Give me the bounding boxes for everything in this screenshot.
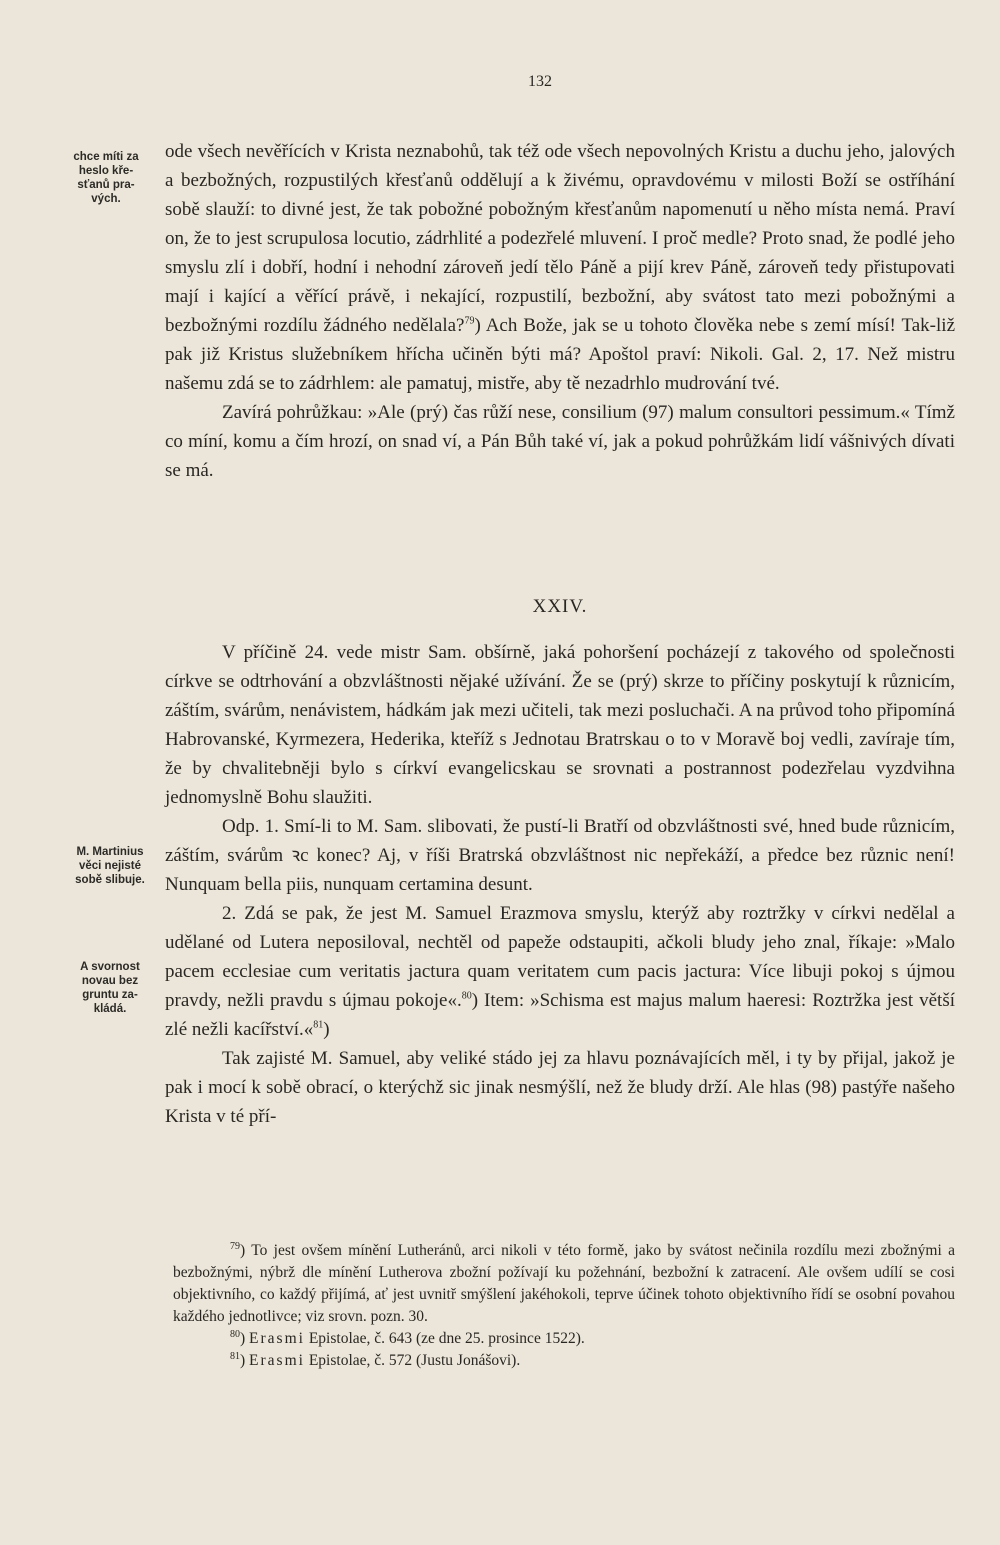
paragraph: Odp. 1. Smí-li to M. Sam. slibovati, že pustí-li Bratří od obzvláštnosti své, hned bude různicím, záštím, svárům ꝛc konec? Aj, v říši Bratrská obzvláštnost nic nepřekáží, a předce bez různic není! Nunquam bella piis, nunquam certamina desunt. xyxy=(165,816,955,895)
footnote-ref: 81 xyxy=(313,1019,324,1031)
paragraph: Zavírá pohrůžkau: »Ale (prý) čas růží nese, consilium (97) malum consultori pessimum.« Tímž co míní, komu a čím hrozí, on snad ví, a Pán Bůh také ví, jak a pokud pohrůžkám lidí vášnivých dívati se má. xyxy=(165,402,955,481)
paragraph xyxy=(165,899,955,1044)
section-heading: XXIV. xyxy=(532,596,588,617)
paragraph-text: ode všech nevěřících v Krista neznabohů, tak též ode všech nepovolných Kristu a duchu jeho, jalových a bezbožných, rozpustilých křesťanů oddělují a k živému, opravdovému v milosti Boží se ostříhání sobě slauží: to divné jest, že tak pobožné pobožným křesťanům napomenutí u něho místa nemá. Praví on, že to jest scrupulosa locutio, zádrhlité a podezřelé mluvení. I proč medle? Proto snad, že podlé jeho smyslu zlí i dobří, hodní i nehodní zároveň jedí tělo Páně a pijí krev Páně, zároveň tedy přistupovati mají i kající a věřící právě, i nekající, rozpustilí, bezbožní, aby svátost tato mezi pobožnými a bezbožnými rozdílu žádného nedělala? xyxy=(165,141,955,336)
paragraph: V příčině 24. vede mistr Sam. obšírně, jaká pohoršení pocházejí z takového od společnosti církve se odtrhování a obzvláštnosti nějaké užívání. Že se (prý) skrze to příčiny poskytují k různicím, záštím, svárům, nenávistem, hádkám jak mezi učiteli, tak mezi posluchači. A na průvod toho připomíná Habrovanské, Kyrmezera, Hederika, kteříž s Jednotau Bratrskau o to v Moravě boj vedli, zavíraje tím, že by chvalitebněji bylo s církví evangelicskau se srovnati a postrannost podezřelau vyzdvihna jednomyslně Bohu slaužiti. xyxy=(165,642,955,808)
footnote-number: 81 xyxy=(230,1350,240,1362)
margin-note-line: chce míti za xyxy=(73,151,139,163)
footnote-number: 80 xyxy=(230,1328,240,1340)
footnote-text: Epistolae, č. 643 (ze dne 25. prosince 1522). xyxy=(304,1330,585,1347)
footnote-80 xyxy=(173,1328,955,1350)
paragraph-text: ) xyxy=(323,1019,330,1040)
footnote-text: Epistolae, č. 572 (Justu Jonášovi). xyxy=(304,1352,521,1369)
margin-note-line: A svornost xyxy=(80,961,140,973)
body-text-upper xyxy=(165,137,955,485)
paragraph-text: 2. Zdá se pak, že jest M. Samuel Erazmova smyslu, kterýž aby roztržky v církvi nedělal a udělané od Lutera neposiloval, nechtěl od papeže odstaupiti, ačkoli bludy jeho znal, říkaje: »Malo pacem ecclesiae cum veritatis jactura quam veritatem cum pacis jactura: Více libuji pokoj s újmou pravdy, nežli pravdu s újmau pokoje«. xyxy=(165,903,955,1011)
margin-note-1 xyxy=(58,150,154,206)
footnote-ref: 79 xyxy=(464,315,475,327)
footnote-81 xyxy=(173,1350,955,1372)
margin-note-line: novau bez xyxy=(81,975,139,987)
margin-note-line: vých. xyxy=(91,193,121,205)
footnote-paren: ) xyxy=(240,1330,250,1347)
page-number: 132 xyxy=(528,73,552,90)
footnote-paren: ) xyxy=(240,1352,250,1369)
margin-note-line: heslo kře- xyxy=(78,165,134,177)
footnote-author: Erasmi xyxy=(249,1330,305,1347)
margin-note-line: sťanů pra- xyxy=(77,179,135,191)
margin-note-line: kládá. xyxy=(93,1003,127,1015)
margin-note-3 xyxy=(64,960,156,1016)
paragraph xyxy=(165,137,955,398)
body-text-lower xyxy=(165,638,955,1131)
margin-note-line: M. Martinius xyxy=(76,846,144,858)
footnote-author: Erasmi xyxy=(249,1352,305,1369)
margin-note-line: gruntu za- xyxy=(82,989,138,1001)
footnote-79 xyxy=(173,1240,955,1328)
margin-note-line: sobě slibuje. xyxy=(75,874,145,886)
paragraph-text: ) Ach Bože, jak se u tohoto člověka nebe s zemí mísí! Tak-liž pak již Kristus služebníkem hřícha učiněn býti má? Apoštol praví: Nikoli. Gal. 2, 17. Než mistru našemu zdá se to zádrhlem: ale pamatuj, mistře, aby tě nezadrhlo mudrování tvé. xyxy=(165,315,956,394)
footnotes xyxy=(173,1240,955,1372)
margin-note-line: věci nejisté xyxy=(78,860,141,872)
paragraph: Tak zajisté M. Samuel, aby veliké stádo jej za hlavu poznávajících měl, i ty by přijal, jakož je pak i mocí k sobě obrací, o kterýchž sic jinak nesmýšlí, než že bludy drží. Ale hlas (98) pastýře našeho Krista v té pří- xyxy=(165,1048,955,1127)
footnote-number: 79 xyxy=(230,1240,240,1252)
footnote-ref: 80 xyxy=(461,990,472,1002)
paragraph-text: ) Item: »Schisma est majus malum haeresi: Roztržka jest větší zlé nežli kacířství.« xyxy=(165,990,955,1040)
margin-note-2 xyxy=(58,845,162,887)
footnote-text: ) To jest ovšem mínění Lutheránů, arci nikoli v této formě, jako by svátost nečinila rozdílu mezi zbožnými a bezbožnými, nýbrž dle mínění Lutherova zbožní požívají ku požehnání, bezbožní k zatracení. Ale ovšem udílí se cosi objektivního, co každý přijímá, ať jest uvnitř smýšlení jakéhokoli, teprve účinek tohoto objektivního řídí se osobní povahou každého jednotlivce; viz srovn. pozn. 30. xyxy=(173,1242,955,1325)
